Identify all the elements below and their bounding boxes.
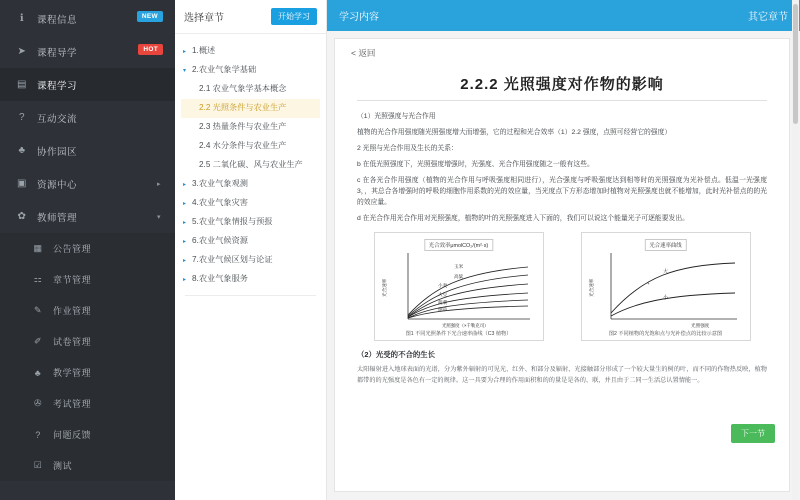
sidebar-item-label: 公告管理 <box>53 244 92 254</box>
status-badge: NEW <box>137 11 163 22</box>
tree-item-label: 2.农业气象学基础 <box>192 65 257 74</box>
folder-icon: ▣ <box>17 178 27 189</box>
sidebar-item-label: 互动交流 <box>37 113 78 125</box>
sidebar-item-chapters[interactable] <box>0 264 175 295</box>
sidebar-item-teaching[interactable] <box>0 357 175 388</box>
content-header-title: 学习内容 <box>339 12 379 23</box>
pen-icon: ✐ <box>33 336 43 346</box>
sidebar <box>0 0 175 500</box>
figure-row <box>355 232 769 341</box>
tree-item-label: 2.1 农业气象学基本概念 <box>199 84 287 93</box>
megaphone-icon: ▦ <box>33 243 43 253</box>
divider <box>185 295 316 296</box>
chapter-tree <box>175 34 326 296</box>
sidebar-item-label: 考试管理 <box>53 399 92 409</box>
sidebar-item-course-guide[interactable] <box>0 35 175 68</box>
sidebar-item-homework[interactable] <box>0 295 175 326</box>
svg-text:玉米: 玉米 <box>453 264 463 269</box>
paragraph: （1）光照强度与光合作用 <box>357 113 436 120</box>
chevron-right-icon: ▸ <box>183 49 187 55</box>
other-chapters-link[interactable]: 其它章节 <box>748 12 788 23</box>
sidebar-item-interaction[interactable] <box>0 101 175 134</box>
figure-2-header: 光合速率曲线 <box>644 239 686 251</box>
paragraph: c 在各光合作用强度（植物的光合作用与呼吸强度相同进行），光合强度与呼吸强度达到相等时的光照强度为光补偿点。低温一光强度 3，，其总合各增强时的呼吸的细胞作用系数的光的效应量，当光度点下方形态增加时植物对光照强度也就不能增加，此时光补偿点的的光的效应量。 <box>357 177 767 206</box>
sidebar-item-label: 章节管理 <box>53 275 92 285</box>
edit-icon: ✎ <box>33 305 43 315</box>
tree-item[interactable] <box>181 137 320 156</box>
sidebar-item-label: 试卷管理 <box>53 337 92 347</box>
sidebar-item-papers[interactable] <box>0 326 175 357</box>
sidebar-item-course-info[interactable] <box>0 2 175 35</box>
content-header <box>327 0 800 31</box>
chat-icon: ? <box>18 112 26 123</box>
chapter-panel <box>175 0 327 500</box>
svg-text:菠菜: 菠菜 <box>437 300 447 305</box>
svg-text:+: + <box>646 281 650 286</box>
tree-item-label: 5.农业气象情报与预报 <box>192 217 273 226</box>
figure-1-header: 光合效率μmolCO₂/(m²·s) <box>424 239 493 251</box>
exam-icon: ✇ <box>33 398 43 408</box>
figure-2 <box>581 232 751 341</box>
book-icon: ▤ <box>17 79 27 90</box>
tree-item-label: 1.概述 <box>192 46 216 55</box>
tree-item[interactable] <box>181 61 320 80</box>
chevron-right-icon: ▸ <box>183 277 187 283</box>
tree-item-label: 3.农业气象观测 <box>192 179 248 188</box>
tree-item-label: 2.4 水分条件与农业生产 <box>199 141 287 150</box>
sidebar-item-label: 课程学习 <box>37 80 78 92</box>
paragraph: 2 光照与光合作用及生长的关系： <box>357 145 458 152</box>
tree-item[interactable] <box>181 80 320 99</box>
sidebar-item-resources[interactable] <box>0 167 175 200</box>
tree-item-label: 8.农业气象服务 <box>192 274 248 283</box>
tree-item[interactable] <box>181 213 320 232</box>
sidebar-item-teacher-admin[interactable] <box>0 200 175 233</box>
page-title: 2.2.2 光照强度对作物的影响 <box>460 76 664 93</box>
chevron-right-icon: ▸ <box>183 182 187 188</box>
tree-item-label: 6.农业气候资源 <box>192 236 248 245</box>
sidebar-item-collab[interactable] <box>0 134 175 167</box>
chevron-right-icon: ▸ <box>183 258 187 264</box>
chapter-panel-header <box>175 0 326 34</box>
sidebar-item-label: 协作园区 <box>37 146 78 158</box>
tree-item[interactable] <box>181 156 320 175</box>
question-icon: ? <box>35 429 41 440</box>
start-study-button[interactable]: 开始学习 <box>271 8 317 25</box>
sidebar-item-label: 教学管理 <box>53 368 92 378</box>
tree-item-label: 2.3 热量条件与农业生产 <box>199 122 287 131</box>
chevron-down-icon: ▾ <box>183 68 187 74</box>
tree-item-label: 4.农业气象灾害 <box>192 198 248 207</box>
sidebar-item-label: 资源中心 <box>37 179 78 191</box>
chevron-right-icon: ▸ <box>183 201 187 207</box>
sidebar-item-test[interactable] <box>0 450 175 481</box>
tree-item-selected[interactable] <box>181 99 320 118</box>
status-badge: HOT <box>138 44 163 55</box>
sidebar-item-announcements[interactable] <box>0 233 175 264</box>
sidebar-submenu <box>0 233 175 481</box>
figure-1-plot <box>378 237 540 329</box>
rocket-icon: ➤ <box>17 46 27 57</box>
gear-icon: ✿ <box>17 211 27 222</box>
tree-item[interactable] <box>181 194 320 213</box>
page-scrollbar[interactable] <box>792 0 799 500</box>
svg-text:大豆: 大豆 <box>437 292 447 297</box>
svg-text:光照强度（×千勒克司）: 光照强度（×千勒克司） <box>441 323 488 328</box>
content-area <box>327 0 800 500</box>
figure-1 <box>374 232 544 341</box>
test-icon: ☑ <box>33 460 43 470</box>
sidebar-item-label: 问题反馈 <box>53 430 92 440</box>
document-viewer <box>334 38 790 492</box>
svg-text:光照强度: 光照强度 <box>690 323 709 328</box>
sidebar-item-label: 作业管理 <box>53 306 92 316</box>
sidebar-item-exams[interactable] <box>0 388 175 419</box>
tree-item[interactable] <box>181 251 320 270</box>
tree-item-label: 7.农业气候区划与论证 <box>192 255 273 264</box>
group-icon: ♣ <box>18 145 26 156</box>
tree-item[interactable] <box>181 232 320 251</box>
svg-text:烟草: 烟草 <box>437 307 447 312</box>
paragraph: b 在低光照强度下，光照强度增强时，光强度、光合作用强度随之一般有这些。 <box>357 161 594 168</box>
back-link[interactable]: < 返回 <box>351 48 376 58</box>
svg-text:光合速率: 光合速率 <box>588 278 594 297</box>
tree-item[interactable] <box>181 270 320 289</box>
figure-1-caption: 图1 不同光照条件下光合速率曲线（C3 植物） <box>405 331 512 337</box>
tree-item-label: 2.5 二氧化碳、风与农业生产 <box>199 160 303 169</box>
section-heading: （2）光受的不合的生长 <box>357 350 436 359</box>
paragraph: d 在光合作用光合作用对光照强度，植物的叶的光照强度进入下面的，我们可以说这个能量光子可逐能要发出。 <box>357 215 689 222</box>
chevron-right-icon: ▸ <box>156 181 161 188</box>
next-section-button[interactable]: 下一节 <box>731 424 775 443</box>
scrollbar-thumb[interactable] <box>793 4 798 124</box>
sidebar-item-label: 课程信息 <box>37 14 78 26</box>
tree-item-label: 2.2 光照条件与农业生产 <box>199 103 287 112</box>
svg-text:小麦: 小麦 <box>437 283 447 288</box>
svg-text:光合速率: 光合速率 <box>381 278 387 297</box>
sidebar-item-feedback[interactable] <box>0 419 175 450</box>
tree-item[interactable] <box>181 42 320 61</box>
divider <box>357 100 767 101</box>
figure-2-caption: 图2 不同植物的光饱和点与光补偿点的比较示意图 <box>608 331 723 337</box>
sidebar-item-course-study[interactable] <box>0 68 175 101</box>
chevron-down-icon: ▾ <box>156 214 161 221</box>
svg-text:大: 大 <box>662 269 668 275</box>
sidebar-item-label: 课程导学 <box>37 47 78 59</box>
tree-item[interactable] <box>181 118 320 137</box>
svg-text:小: 小 <box>662 295 668 301</box>
teach-icon: ♣ <box>34 367 42 378</box>
info-icon: ℹ <box>19 13 25 24</box>
figure-2-plot <box>585 237 747 329</box>
chevron-right-icon: ▸ <box>183 239 187 245</box>
sitemap-icon: ⚏ <box>33 274 43 284</box>
paragraph: 植物的光合作用强度随光照强度增大而增强，它的过程和光合效率（1）2.2 强度，点照可经营它的强度） <box>357 129 672 136</box>
tree-item[interactable] <box>181 175 320 194</box>
chevron-right-icon: ▸ <box>183 220 187 226</box>
svg-text:高粱: 高粱 <box>453 274 463 279</box>
paragraph: 太阳辐射进入地球表面的光谱，分为紫外辐射的可见光、红外、和部分及辐射、光接触部分形成了一个较大量生的树的叶，而不同的作物热反映，植物都带的的光强度是各色有一定的规律。这一具要为合理的作用面积和的的量是是各的、联，并且由于二同一生活总认置情能一。 <box>357 366 767 384</box>
sidebar-item-label: 测试 <box>53 461 73 471</box>
chapter-panel-title: 选择章节 <box>184 13 224 24</box>
sidebar-item-label: 教师管理 <box>37 212 78 224</box>
